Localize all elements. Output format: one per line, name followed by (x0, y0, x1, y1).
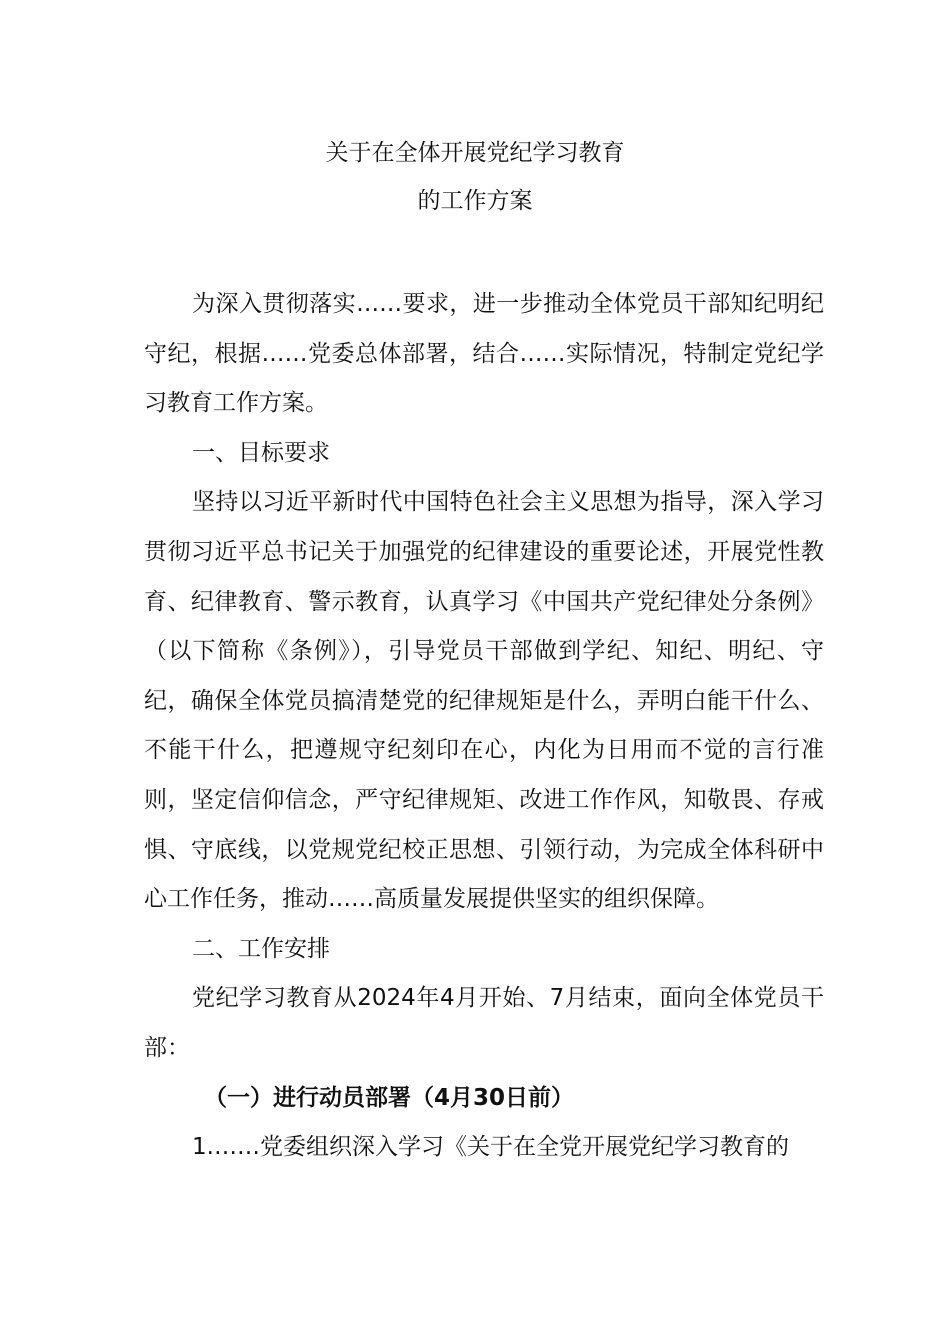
section-heading-arrangement: 二、工作安排 (192, 935, 330, 962)
subsection-heading-mobilization: （一）进行动员部署（4月30日前） (204, 1084, 575, 1111)
section-heading-goals: 一、目标要求 (192, 439, 330, 466)
arrangement-paragraph: 党纪学习教育从2024年4月开始、7月结束，面向全体党员干部： (144, 985, 824, 1061)
mobilization-item-1: 1.……党委组织深入学习《关于在全党开展党纪学习教育的 (192, 1134, 789, 1161)
document-title-line-1: 关于在全体开展党纪学习教育 (325, 140, 625, 166)
goals-paragraph: 坚持以习近平新时代中国特色社会主义思想为指导，深入学习贯彻习近平总书记关于加强党的纪律建设的重要论述，开展党性教育、纪律教育、警示教育，认真学习《中国共产党纪律处分条例》（以下简称《条例》），引导党员干部做到学纪、知纪、明纪、守纪，确保全体党员搞清楚党的纪律规矩是什么，弄明白能干什么、不能干什么，把遵规守纪刻印在心，内化为日用而不觉的言行准则，坚定信仰信念，严守纪律规矩、改进工作作风，知敬畏、存戒惧、守底线，以党规党纪校正思想、引领行动，为完成全体科研中心工作任务，推动……高质量发展提供坚实的组织保障。 (144, 489, 824, 913)
document-body (144, 280, 824, 1173)
intro-paragraph: 为深入贯彻落实……要求，进一步推动全体党员干部知纪明纪守纪，根据……党委总体部署，结合……实际情况，特制定党纪学习教育工作方案。 (144, 291, 824, 417)
document-title-line-2: 的工作方案 (417, 188, 533, 214)
